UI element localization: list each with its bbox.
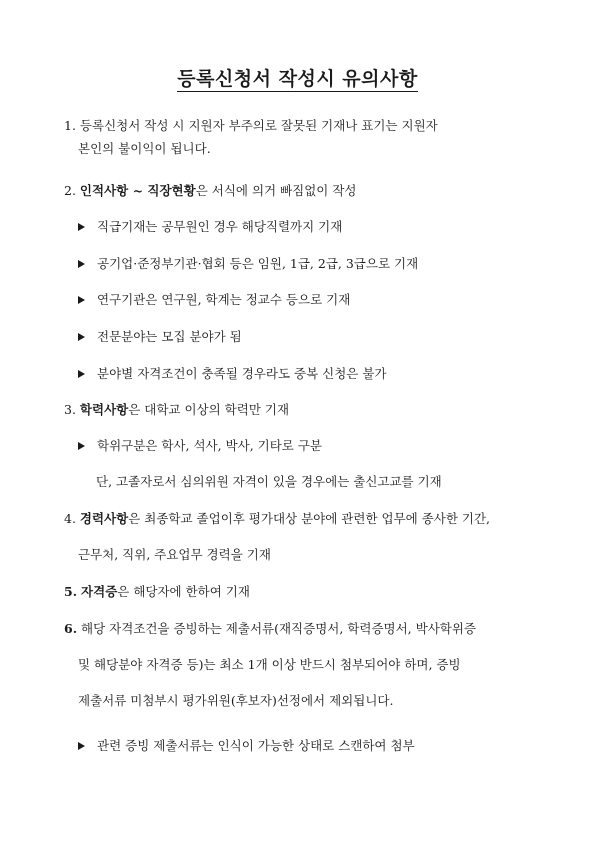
item-3-heading: [64, 401, 289, 419]
triangle-bullet-icon: [78, 260, 85, 268]
item-3-bold-label: 학력사항: [79, 402, 129, 417]
item-2-bullet-1-text: 직급기재는 공무원인 경우 해당직렬까지 기재: [97, 219, 343, 234]
item-6-bullet: [78, 737, 415, 755]
item-6-number: 6.: [64, 621, 78, 636]
item-6-text-1: 해당 자격조건을 증빙하는 제출서류(재직증명서, 학력증명서, 박사학위증: [81, 621, 476, 636]
item-2-bullet-5-text: 분야별 자격조건이 충족될 경우라도 중복 신청은 불가: [97, 366, 387, 381]
item-2-number: 2.: [64, 183, 76, 198]
triangle-bullet-icon: [78, 442, 85, 450]
triangle-bullet-icon: [78, 370, 85, 378]
item-1-number: 1.: [64, 118, 76, 133]
item-3-text: 은 대학교 이상의 학력만 기재: [128, 402, 290, 417]
item-2-bullet-1: [78, 218, 342, 236]
triangle-bullet-icon: [78, 296, 85, 304]
item-2-bullet-2: [78, 255, 418, 273]
item-2-bullet-4: [78, 328, 242, 346]
item-3-bullet-text: 학위구분은 학사, 석사, 박사, 기타로 구분: [97, 438, 322, 453]
triangle-bullet-icon: [78, 333, 85, 341]
item-6-line-2: 및 해당분야 자격증 등)는 최소 1개 이상 반드시 첨부되어야 하며, 증빙: [78, 657, 461, 672]
item-3-number: 3.: [64, 402, 76, 417]
item-5-heading: [64, 583, 250, 601]
item-5-bold-label: 자격증: [81, 584, 118, 599]
item-2-bullet-4-text: 전문분야는 모집 분야가 됨: [97, 329, 242, 344]
item-6-line-1: [64, 620, 476, 638]
item-4-heading: [64, 510, 490, 528]
document-title-text: 등록신청서 작성시 유의사항: [177, 68, 418, 90]
item-3-note: 단, 고졸자로서 심의위원 자격이 있을 경우에는 출신고교를 기재: [96, 474, 442, 489]
triangle-bullet-icon: [78, 742, 85, 750]
item-4-number: 4.: [64, 511, 76, 526]
item-1-text: 등록신청서 작성 시 지원자 부주의로 잘못된 기재나 표기는 지원자: [79, 118, 438, 133]
item-2-bullet-2-text: 공기업·준정부기관·협회 등은 임원, 1급, 2급, 3급으로 기재: [97, 256, 419, 271]
item-2-heading: [64, 182, 357, 200]
item-2-bullet-5: [78, 365, 387, 383]
item-2-bold-label: 인적사항 ~ 직장현황: [79, 183, 196, 198]
item-4-bold-label: 경력사항: [79, 511, 129, 526]
document-title: [0, 66, 595, 92]
item-2-text: 은 서식에 의거 빠짐없이 작성: [195, 183, 357, 198]
item-4-line-2: 근무처, 직위, 주요업무 경력을 기재: [78, 547, 271, 562]
item-6-line-3: 제출서류 미첨부시 평가위원(후보자)선정에서 제외됩니다.: [78, 693, 394, 708]
item-1-line-1: [64, 117, 438, 135]
item-6-bullet-text: 관련 증빙 제출서류는 인식이 가능한 상태로 스캔하여 첨부: [97, 738, 415, 753]
item-5-number: 5.: [64, 584, 78, 599]
triangle-bullet-icon: [78, 223, 85, 231]
item-2-bullet-3-text: 연구기관은 연구원, 학계는 정교수 등으로 기재: [97, 292, 351, 307]
item-2-bullet-3: [78, 291, 350, 309]
item-5-text: 은 해당자에 한하여 기재: [117, 584, 250, 599]
item-4-text: 은 최종학교 졸업이후 평가대상 분야에 관련한 업무에 종사한 기간,: [128, 511, 491, 526]
item-3-bullet: [78, 437, 322, 455]
item-1-line-2: 본인의 불이익이 됩니다.: [78, 141, 211, 156]
